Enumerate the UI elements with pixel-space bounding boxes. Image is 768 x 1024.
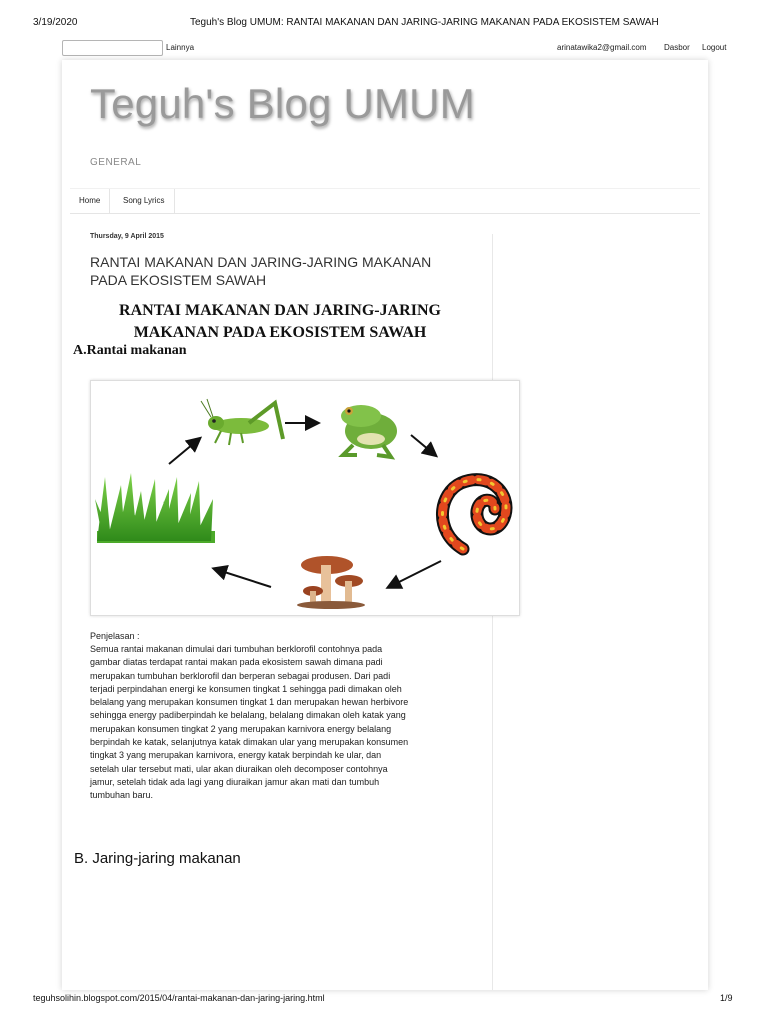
print-date: 3/19/2020 [33,17,78,28]
arrow-frog-to-snake [411,435,435,455]
print-title: Teguh's Blog UMUM: RANTAI MAKANAN DAN JARING-JARING MAKANAN PADA EKOSISTEM SAWAH [190,17,659,28]
blog-tagline: GENERAL [90,157,142,168]
print-url: teguhsolihin.blogspot.com/2015/04/rantai-makanan-dan-jaring-jaring.html [33,993,325,1003]
dashboard-link[interactable]: Dasbor [664,43,690,52]
search-input[interactable] [62,40,163,56]
post-date: Thursday, 9 April 2015 [90,233,164,240]
grasshopper-icon [201,399,283,445]
food-chain-image [90,380,520,616]
food-chain-illustration [91,381,519,615]
post-title[interactable]: RANTAI MAKANAN DAN JARING-JARING MAKANAN PADA EKOSISTEM SAWAH [90,254,432,288]
tab-song-lyrics[interactable]: Song Lyrics [114,189,175,213]
arrow-snake-to-mushroom [389,561,441,587]
section-a-heading: A.Rantai makanan [73,343,187,358]
mushroom-icon [297,556,365,609]
explanation-text: Semua rantai makanan dimulai dari tumbuhan berklorofil contohnya pada gambar diatas terdapat rantai makan pada ekosistem sawah dimana padi merupakan tumbuhan berklorofil dan berperan sebagai produsen. Dari padi terjadi perpindahan energi ke konsumen tingkat 1 sehingga padi dimakan oleh belalang yang merupakan konsumen tingkat 1 dan merupakan hewan herbivore sehingga energy padiberpindah ke belalang, belalang dimakan oleh katak yang merupakan konsumen tingkat 2 yang merupakan karnivora energy belalang berpindah ke katak, selanjutnya katak dimakan ular yang merupakan konsumen tingkat 3 yang merupakan karnivora, energy katak berpindah ke ular, dan setelah ular tersebut mati, ular akan diuraikan oleh decomposer contohnya jamur, setelah tidak ada lagi yang diuraikan jamur akan mati dan tumbuh tumbuhan baru. [90,644,409,801]
print-page-number: 1/9 [720,993,733,1003]
user-email-link[interactable]: arinatawika2@gmail.com [557,43,647,52]
tab-home[interactable]: Home [70,189,110,213]
blog-title[interactable]: Teguh's Blog UMUM [90,80,475,127]
logout-link[interactable]: Logout [702,43,727,52]
grass-icon [95,473,215,543]
frog-icon [341,405,397,457]
more-link[interactable]: Lainnya [166,43,195,52]
page-tabs [70,188,700,214]
snake-icon [442,480,506,549]
arrow-mushroom-to-grass [215,569,271,587]
explanation-label: Penjelasan : [90,631,140,641]
post-heading: RANTAI MAKANAN DAN JARING-JARING MAKANAN PADA EKOSISTEM SAWAH [119,302,441,341]
arrow-grass-to-grasshopper [169,439,199,464]
section-b-heading: B. Jaring-jaring makanan [74,850,241,867]
